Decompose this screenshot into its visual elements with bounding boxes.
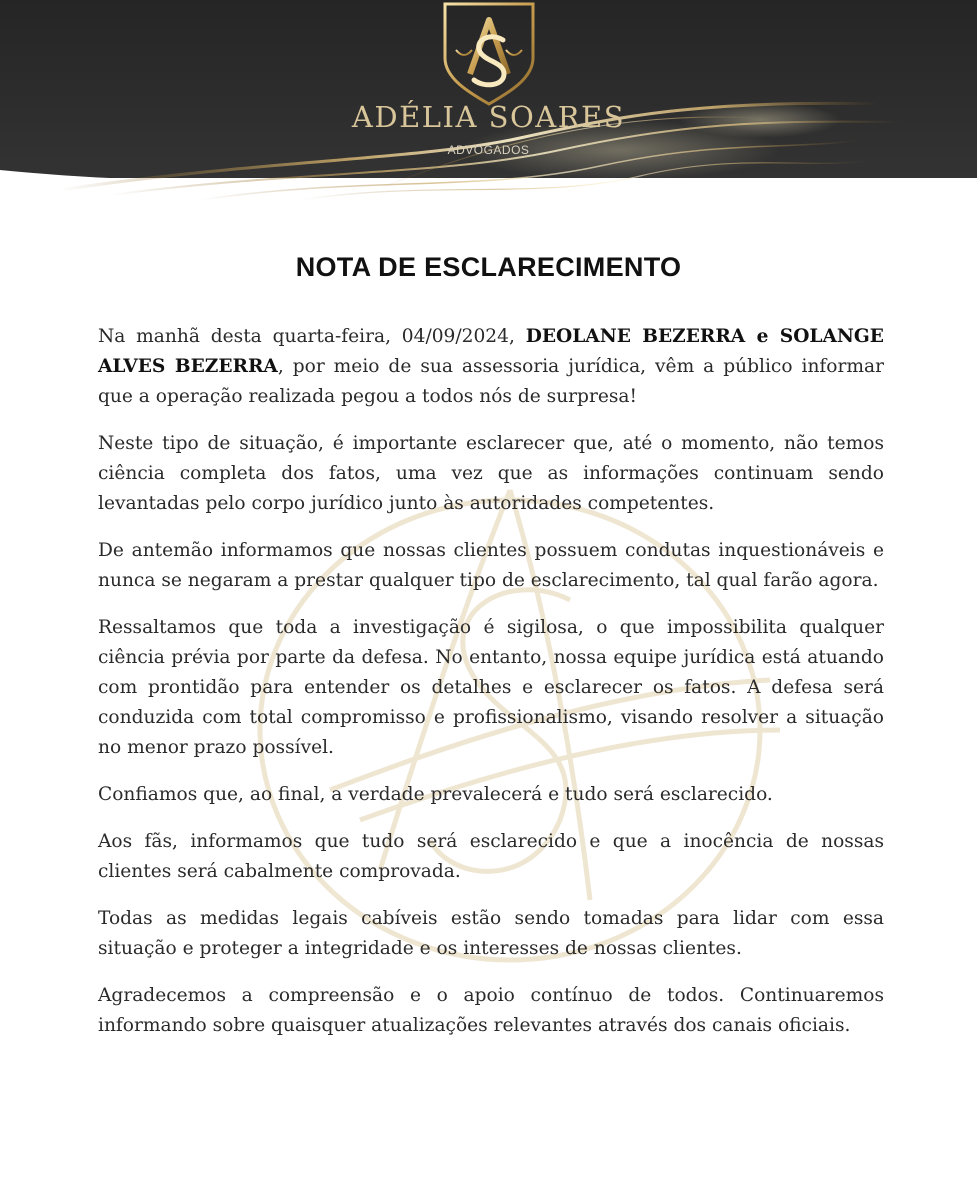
paragraph-situation: Neste tipo de situação, é importante esclarecer que, até o momento, não temos ciência completa dos fatos, uma vez que as informações continuam sendo levantadas pelo corpo jurídico junto às autoridades competentes. (98, 433, 884, 514)
paragraph-text: , por meio de sua assessoria jurídica, vêm a público informar que a operação realizada pegou a todos nós de surpresa! (98, 356, 884, 407)
paragraph-fans: Aos fãs, informamos que tudo será esclarecido e que a inocência de nossas clientes será cabalmente comprovada. (98, 831, 884, 882)
paragraph-intro (98, 322, 884, 412)
paragraph-conduct: De antemão informamos que nossas clientes possuem condutas inquestionáveis e nunca se negaram a prestar qualquer tipo de esclarecimento, tal qual farão agora. (98, 540, 884, 591)
paragraph-legal-measures: Todas as medidas legais cabíveis estão sendo tomadas para lidar com essa situação e proteger a integridade e os interesses de nossas clientes. (98, 908, 884, 959)
paragraph-text: Na manhã desta quarta-feira, 04/09/2024, (98, 326, 526, 347)
highlighted-names: DEOLANE BEZERRA e SOLANGE ALVES BEZERRA (98, 326, 884, 377)
page-title: NOTA DE ESCLARECIMENTO (295, 252, 682, 282)
document-body (98, 322, 884, 1058)
paragraph-confidence: Confiamos que, ao final, a verdade prevalecerá e tudo será esclarecido. (98, 784, 773, 805)
brand-subtitle: ADVOGADOS (447, 143, 530, 157)
paragraph-thanks: Agradecemos a compreensão e o apoio contínuo de todos. Continuaremos informando sobre quaisquer atualizações relevantes através dos canais oficiais. (98, 985, 884, 1036)
brand-name: ADÉLIA SOARES (351, 100, 626, 134)
letterhead-header (0, 0, 977, 200)
paragraph-investigation: Ressaltamos que toda a investigação é sigilosa, o que impossibilita qualquer ciência prévia por parte da defesa. No entanto, nossa equipe jurídica está atuando com prontidão para entender os detalhes e esclarecer os fatos. A defesa será conduzida com total compromisso e profissionalismo, visando resolver a situação no menor prazo possível. (98, 617, 884, 758)
